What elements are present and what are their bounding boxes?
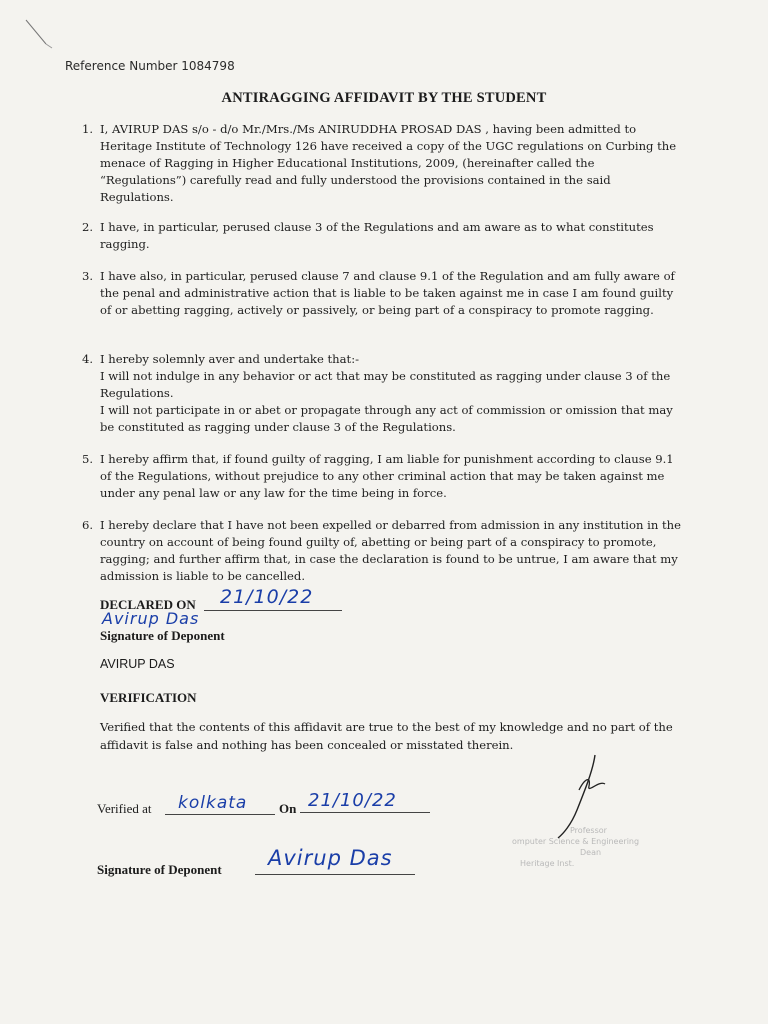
verified-date-line [300, 812, 430, 813]
deponent-signature-handwritten: Avirup Das [102, 609, 200, 628]
verified-place-handwritten: kolkata [178, 793, 248, 813]
declared-date-handwritten: 21/10/22 [220, 586, 314, 608]
deponent-name: AVIRUP DAS [100, 657, 175, 671]
clause-2 [82, 219, 682, 253]
clause-subtext-1: I will not indulge in any behavior or act that may be constituted as ragging under clause 3 of the Regulations. [100, 369, 671, 400]
on-label: On [279, 801, 297, 816]
final-signature-handwritten: Avirup Das [268, 846, 393, 870]
clause-4 [82, 351, 682, 436]
declared-date-line [204, 610, 342, 611]
scan-mark [22, 18, 56, 52]
final-signature-line [255, 874, 415, 875]
clause-text: I hereby declare that I have not been expelled or debarred from admission in any institution in the country on account of being found guilty of, abetting or being part of a conspiracy to promote, ragging; and further affirm that, in case the declaration is found to be untrue, I am aware that my admission is liable to be cancelled. [100, 518, 681, 583]
clause-text: I, AVIRUP DAS s/o - d/o Mr./Mrs./Ms ANIRUDDHA PROSAD DAS , having been admitted to Heritage Institute of Technology 126 have received a copy of the UGC regulations on Curbing the menace of Ragging in Higher Educational Institutions, 2009, (hereinafter called the “Regulations”) carefully read and fully understood the provisions contained in the said Regulations. [100, 122, 677, 204]
clause-subtext-2: I will not participate in or abet or propagate through any act of commission or omission that may be constituted as ragging under clause 3 of the Regulations. [100, 403, 673, 434]
clause-1 [82, 121, 682, 206]
verification-text: Verified that the contents of this affidavit are true to the best of my knowledge and no part of the affidavit is false and nothing has been concealed or misstated therein. [100, 720, 673, 752]
clause-number: 3. [82, 269, 94, 283]
clause-number: 4. [82, 352, 94, 366]
clause-text: I have also, in particular, perused clause 7 and clause 9.1 of the Regulation and am fully aware of the penal and administrative action that is liable to be taken against me in case I am found guilty of or abetting ragging, actively or passively, or being part of a conspiracy to promote ragging. [100, 269, 675, 317]
reference-number: Reference Number 1084798 [65, 59, 235, 73]
clause-text: I hereby affirm that, if found guilty of ragging, I am liable for punishment according to clause 9.1 of the Regulations, without prejudice to any other criminal action that may be taken against me under any penal law or any law for the time being in force. [100, 452, 674, 500]
stamp-line: Heritage Inst. [520, 859, 575, 868]
clause-6 [82, 517, 682, 585]
clause-text: I have, in particular, perused clause 3 of the Regulations and am aware as to what constitutes ragging. [100, 220, 654, 251]
clause-number: 2. [82, 220, 94, 234]
signature-label: Signature of Deponent [100, 628, 225, 643]
declared-on-label: DECLARED ON [100, 597, 196, 612]
clause-3 [82, 268, 682, 319]
faded-official-stamp [510, 825, 690, 885]
stamp-line: omputer Science & Engineering [512, 837, 640, 846]
stamp-line: Dean [580, 848, 602, 857]
clause-text: I hereby solemnly aver and undertake that:- [100, 352, 360, 366]
clause-number: 6. [82, 518, 94, 532]
clause-number: 5. [82, 452, 94, 466]
verification-heading: VERIFICATION [100, 690, 197, 705]
document-title: ANTIRAGGING AFFIDAVIT BY THE STUDENT [221, 90, 547, 106]
final-signature-label: Signature of Deponent [97, 862, 222, 877]
verified-at-label: Verified at [97, 801, 152, 816]
clause-5 [82, 451, 682, 502]
verified-date-handwritten: 21/10/22 [308, 790, 397, 811]
stamp-line: Professor [570, 826, 607, 835]
clause-number: 1. [82, 122, 94, 136]
verified-place-line [165, 814, 275, 815]
